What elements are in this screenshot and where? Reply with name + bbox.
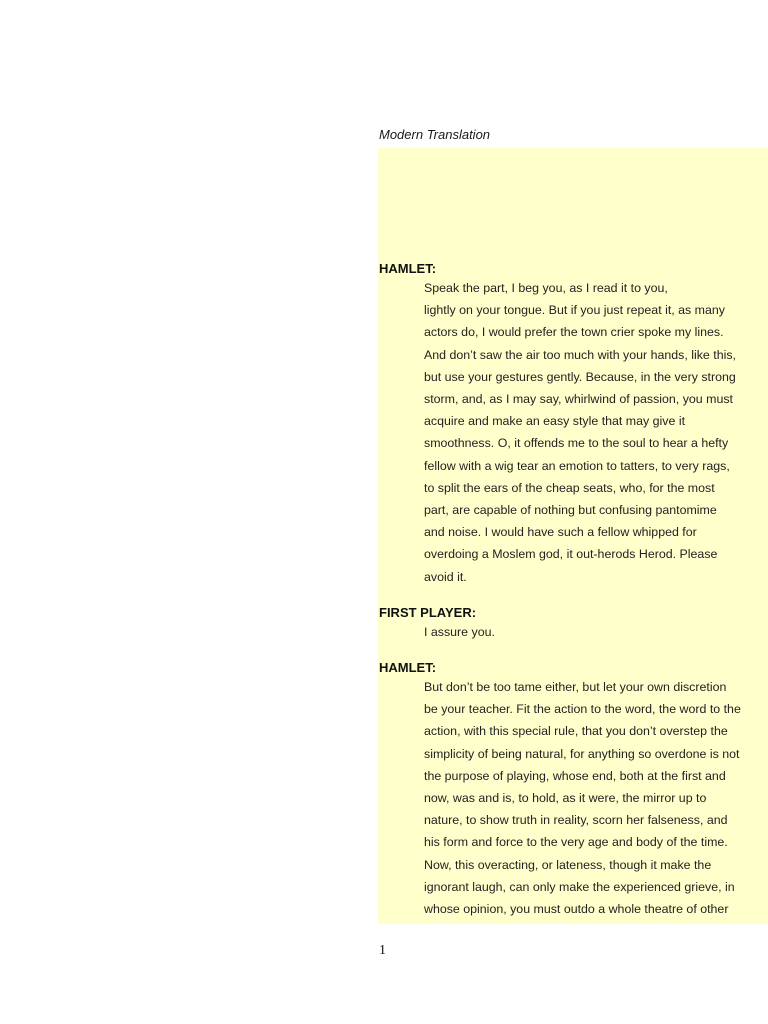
speech-line: But don’t be too tame either, but let your own discretion bbox=[424, 680, 727, 694]
speech-line: and noise. I would have such a fellow whipped for bbox=[424, 525, 697, 540]
speech-line: And don’t saw the air too much with your hands, like this, bbox=[424, 347, 736, 362]
speech-line: avoid it. bbox=[424, 569, 467, 584]
speech-lines bbox=[424, 621, 768, 643]
speech-line: nature, to show truth in reality, scorn her falseness, and bbox=[424, 813, 728, 828]
speech-line: I assure you. bbox=[424, 625, 495, 639]
speech-line: storm, and, as I may say, whirlwind of passion, you must bbox=[424, 392, 733, 407]
speech-line: lightly on your tongue. But if you just repeat it, as many bbox=[424, 303, 725, 318]
speech-line: smoothness. O, it offends me to the soul to hear a hefty bbox=[424, 436, 729, 451]
speech-lines bbox=[424, 277, 768, 588]
speech-line: ignorant laugh, can only make the experienced grieve, in bbox=[424, 879, 735, 894]
speech-line: part, are capable of nothing but confusing pantomime bbox=[424, 503, 717, 518]
section-heading: Modern Translation bbox=[379, 127, 491, 142]
speech-line: action, with this special rule, that you don’t overstep the bbox=[424, 724, 728, 739]
speech-line: Speak the part, I beg you, as I read it to you, bbox=[424, 281, 668, 295]
speech-lines bbox=[424, 676, 768, 920]
speaker-name: FIRST PLAYER: bbox=[379, 605, 477, 620]
speech-line: the purpose of playing, whose end, both at the first and bbox=[424, 768, 726, 783]
speech-line: simplicity of being natural, for anything so overdone is not bbox=[424, 746, 740, 761]
speech-line: but use your gestures gently. Because, in the very strong bbox=[424, 369, 736, 384]
speech-line: to split the ears of the cheap seats, who, for the most bbox=[424, 480, 715, 495]
speech-line: acquire and make an easy style that may give it bbox=[424, 414, 686, 429]
page-number: 1 bbox=[379, 943, 386, 958]
speech-line: Now, this overacting, or lateness, though it make the bbox=[424, 857, 712, 872]
speech-line: fellow with a wig tear an emotion to tatters, to very rags, bbox=[424, 458, 730, 473]
speech-line: actors do, I would prefer the town crier spoke my lines. bbox=[424, 325, 724, 340]
speaker-name: HAMLET: bbox=[379, 261, 437, 276]
speech-line: overdoing a Moslem god, it out-herods Herod. Please bbox=[424, 547, 718, 562]
speech-line: his form and force to the very age and body of the time. bbox=[424, 835, 728, 850]
speech-line: now, was and is, to hold, as it were, the mirror up to bbox=[424, 791, 707, 806]
speech-block bbox=[378, 604, 768, 643]
speech-block bbox=[378, 659, 768, 920]
speaker-name: HAMLET: bbox=[379, 660, 437, 675]
translation-panel bbox=[378, 148, 768, 924]
speech-block bbox=[378, 260, 768, 588]
speech-line: whose opinion, you must outdo a whole theatre of other bbox=[424, 902, 729, 917]
speech-line: be your teacher. Fit the action to the word, the word to the bbox=[424, 702, 741, 717]
